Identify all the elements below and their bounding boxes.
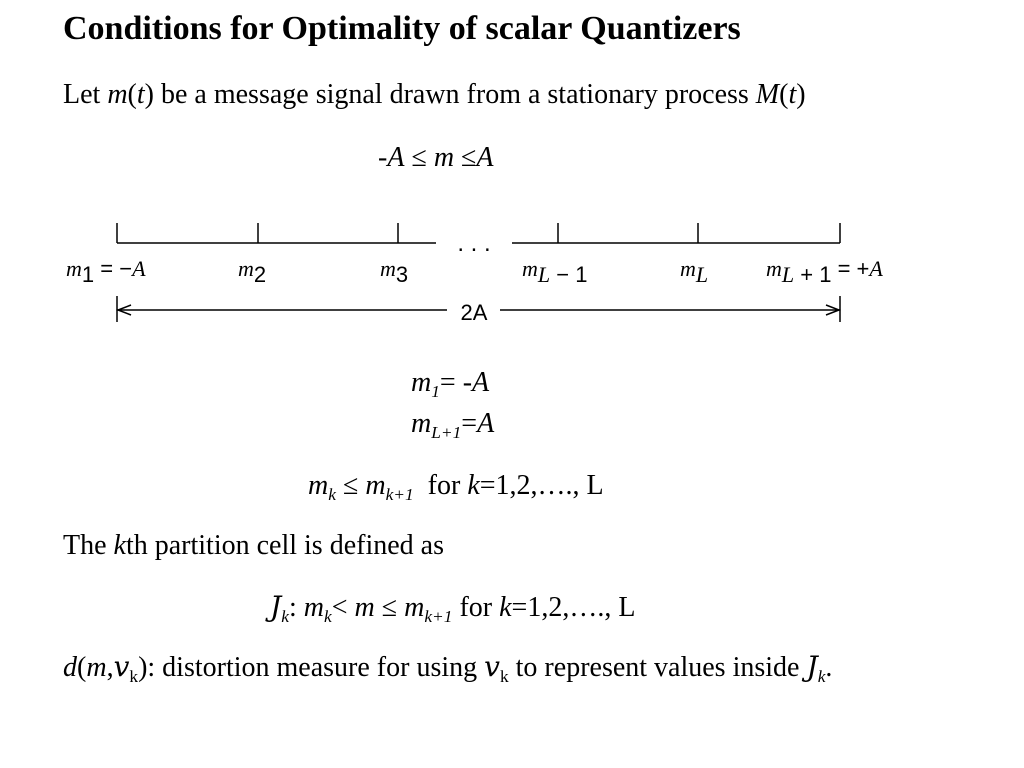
tick-label-2: m2 <box>238 256 267 287</box>
slide-title: Conditions for Optimality of scalar Quantizers <box>63 10 741 47</box>
span-label: 2A <box>460 300 488 325</box>
tick-label-5: mL <box>680 256 709 287</box>
ellipsis-dots: . . . <box>457 230 491 257</box>
ordering-condition: $m_k \le m_{k+1}$ for k=1,2,…., L <box>308 470 604 505</box>
partition-cell-definition: $J_k$: $m_k< m \le m_{k+1}$ for k=1,2,…., L <box>270 590 636 627</box>
intro-text: Let m(t) be a message signal drawn from a stationary process M(t) <box>63 79 806 110</box>
boundary-mL1: $m_{L+1}=A$ <box>411 408 495 443</box>
boundary-m1: $m_1= -A$ <box>411 367 490 402</box>
range-inequality: -A ≤ m ≤A <box>378 142 494 173</box>
tick-label-6: mL + 1 = +A <box>766 256 883 287</box>
tick-label-3: m3 <box>380 256 409 287</box>
quantizer-interval-diagram <box>0 210 1024 335</box>
distortion-definition: $d(m,v_k)$: distortion measure for using $v_k$ to represent values inside $J_k$. <box>63 650 833 687</box>
tick-label-1: m1 = −A <box>66 256 146 287</box>
partition-text: The kth partition cell is defined as <box>63 530 444 561</box>
tick-label-4: mL − 1 <box>522 256 588 287</box>
